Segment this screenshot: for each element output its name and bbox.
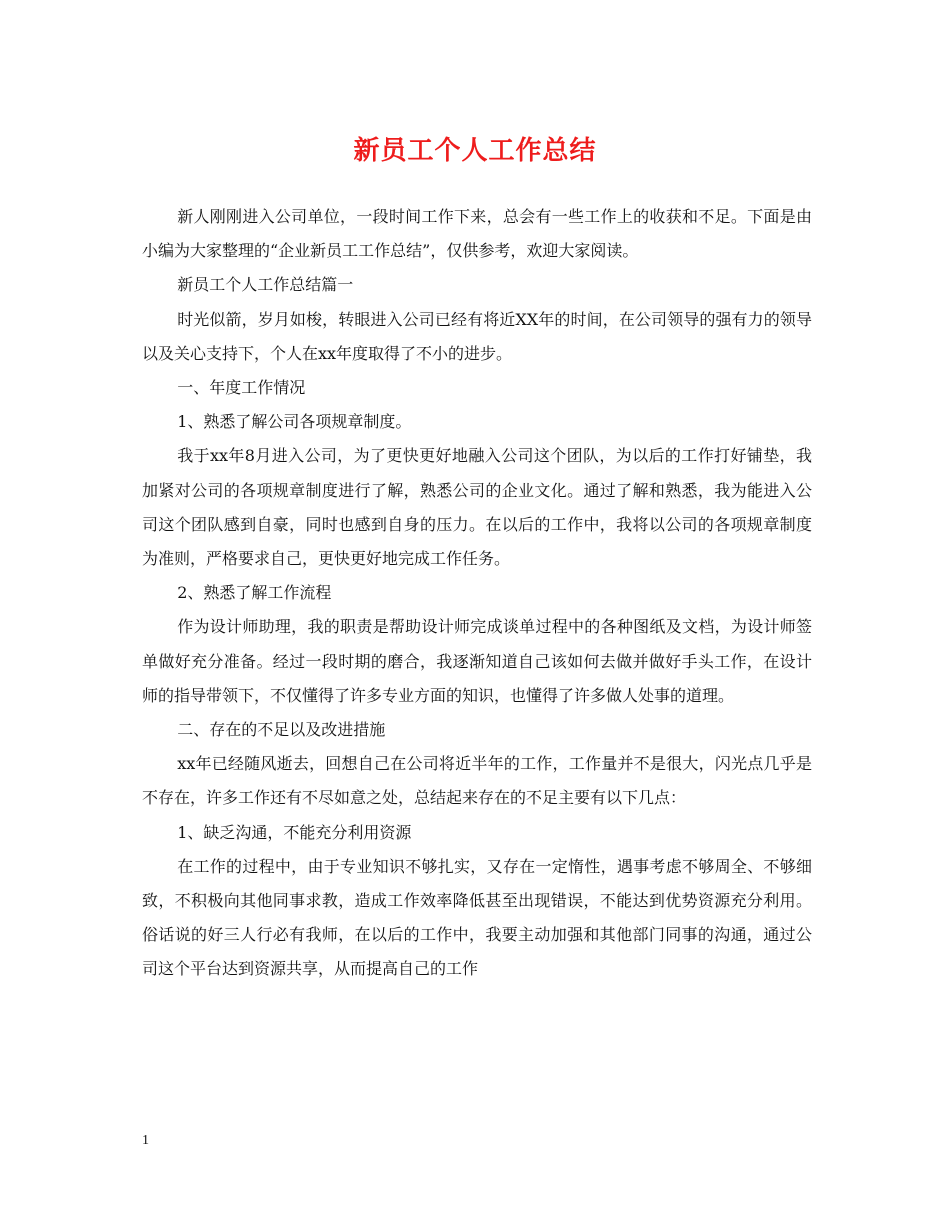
paragraph-opening: 时光似箭，岁月如梭，转眼进入公司已经有将近XX年的时间，在公司领导的强有力的领导以及关心支持下，个人在xx年度取得了不小的进步。 — [142, 309, 812, 363]
document-body — [142, 200, 812, 987]
paragraph-workflow: 作为设计师助理，我的职责是帮助设计师完成谈单过程中的各种图纸及文档，为设计师签单做好充分准备。经过一段时期的磨合，我逐渐知道自己该如何去做并做好手头工作，在设计师的指导带领下，不仅懂得了许多专业方面的知识，也懂得了许多做人处事的道理。 — [142, 617, 812, 705]
subheading-workflow: 2、熟悉了解工作流程 — [177, 583, 332, 603]
section-heading-shortcomings: 二、存在的不足以及改进措施 — [177, 720, 386, 740]
paragraph-shortcomings: xx年已经随风逝去，回想自己在公司将近半年的工作，工作量并不是很大，闪光点几乎是不存在，许多工作还有不尽如意之处，总结起来存在的不足主要有以下几点： — [142, 754, 812, 808]
paragraph-intro: 新人刚刚进入公司单位，一段时间工作下来，总会有一些工作上的收获和不足。下面是由小编为大家整理的“企业新员工工作总结”，仅供参考，欢迎大家阅读。 — [142, 207, 812, 261]
subheading-rules: 1、熟悉了解公司各项规章制度。 — [177, 412, 412, 432]
paragraph-rules: 我于xx年8月进入公司，为了更快更好地融入公司这个团队，为以后的工作打好铺垫，我加紧对公司的各项规章制度进行了解，熟悉公司的企业文化。通过了解和熟悉，我为能进入公司这个团队感到自豪，同时也感到自身的压力。在以后的工作中，我将以公司的各项规章制度为准则，严格要求自己，更快更好地完成工作任务。 — [142, 446, 812, 569]
document-title: 新员工个人工作总结 — [353, 136, 597, 166]
subheading-communication: 1、缺乏沟通，不能充分利用资源 — [177, 822, 412, 842]
paragraph-communication: 在工作的过程中，由于专业知识不够扎实，又存在一定惰性，遇事考虑不够周全、不够细致，不积极向其他同事求教，造成工作效率降低甚至出现错误，不能达到优势资源充分利用。俗话说的好三人行必有我师，在以后的工作中，我要主动加强和其他部门同事的沟通，通过公司这个平台达到资源共享，从而提高自己的工作 — [142, 856, 812, 979]
section-heading-part-one: 新员工个人工作总结篇一 — [177, 275, 354, 295]
page-number: 1 — [142, 1133, 149, 1148]
section-heading-annual-work: 一、年度工作情况 — [177, 378, 306, 398]
